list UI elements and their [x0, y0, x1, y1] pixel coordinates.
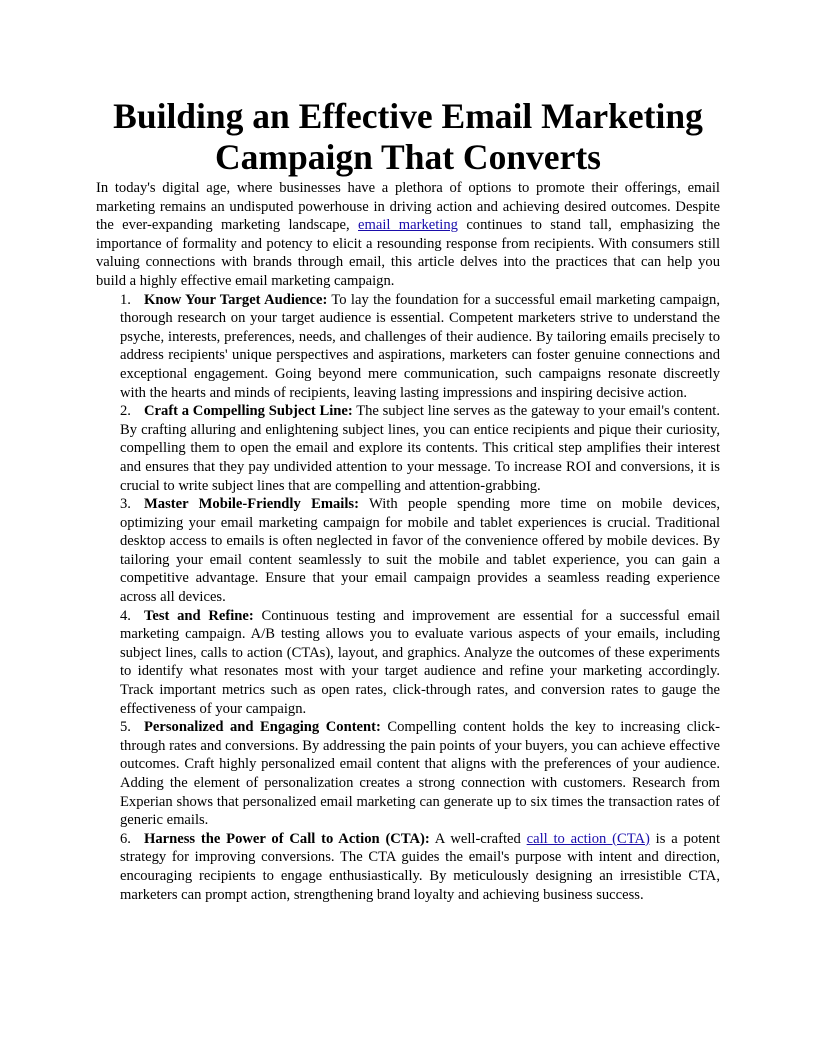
list-number: 2. [120, 403, 131, 420]
list-number: 3. [120, 496, 131, 513]
list-item-subject-line [120, 402, 720, 495]
list-heading: Harness the Power of Call to Action (CTA): [144, 830, 430, 847]
call-to-action-link[interactable]: call to action (CTA) [526, 830, 650, 847]
practices-list [96, 291, 720, 905]
list-item-mobile-friendly [120, 495, 720, 607]
list-text: The subject line serves as the gateway to your email's content. By crafting alluring and enlightening subject lines, you can entice recipients and pique their curiosity, compelling them to open the email and explore its contents. This critical step amplifies their interest and ensures that they pay undivided attention to your message. To increase ROI and conversions, it is crucial to write subject lines that are compelling and attention-grabbing. [120, 403, 720, 494]
intro-paragraph [96, 179, 720, 291]
list-number: 1. [120, 291, 131, 308]
document-page [96, 96, 720, 904]
list-heading: Personalized and Engaging Content: [144, 719, 381, 736]
page-title: Building an Effective Email Marketing Campaign That Converts [113, 96, 703, 177]
list-text: Continuous testing and improvement are essential for a successful email marketing campaign. A/B testing allows you to evaluate various aspects of your emails, including subject lines, calls to action (CTAs), layout, and graphics. Analyze the outcomes of these experiments to identify what resonates most with your target audience and refine your marketing accordingly. Track important metrics such as open rates, click-through rates, and conversion rates to gauge the effectiveness of your campaign. [120, 607, 720, 717]
list-heading: Master Mobile-Friendly Emails: [144, 496, 359, 513]
list-item-call-to-action [120, 830, 720, 904]
list-number: 6. [120, 830, 131, 847]
list-heading: Know Your Target Audience: [144, 291, 328, 308]
list-number: 5. [120, 719, 131, 736]
list-text-before-link: A well-crafted [429, 830, 527, 847]
list-item-target-audience [120, 291, 720, 403]
list-heading: Test and Refine: [144, 607, 254, 624]
list-item-personalized-content [120, 718, 720, 830]
intro-text-before-link: In today's digital age, where businesses have a plethora of options to promote their offerings, email marketing remains an undisputed powerhouse in driving action and achieving desired outcomes. Despite the ever-expanding marketing landscape, [96, 180, 720, 234]
email-marketing-link[interactable]: email marketing [358, 217, 458, 234]
list-text: With people spending more time on mobile devices, optimizing your email marketing campaign for mobile and tablet experiences is crucial. Traditional desktop access to emails is often neglected in favor of the convenience offered by mobile devices. By tailoring your email content seamlessly to suit the mobile and tablet experience, you can gain a competitive advantage. Ensure that your email campaign provides a seamless reading experience across all devices. [120, 496, 721, 606]
intro-text-after-link: continues to stand tall, emphasizing the importance of formality and potency to elicit a resounding response from recipients. With consumers still valuing connections with brands through email, this article delves into the practices that can help you build a highly effective email marketing campaign. [96, 217, 721, 289]
list-text: is a potent strategy for improving conversions. The CTA guides the email's purpose with intent and direction, encouraging recipients to engage enthusiastically. By meticulously designing an irresistible CTA, marketers can prompt action, strengthening brand loyalty and achieving business success. [120, 830, 720, 903]
list-item-test-refine [120, 607, 720, 719]
list-heading: Craft a Compelling Subject Line: [144, 403, 353, 420]
list-text: To lay the foundation for a successful email marketing campaign, thorough research on your target audience is essential. Competent marketers strive to understand the psyche, interests, preferences, needs, and challenges of their audience. By tailoring emails precisely to address recipients' unique perspectives and aspirations, marketers can foster genuine connections and exceptional engagement. Going beyond mere communication, such campaigns resonate discreetly with the hearts and minds of recipients, leaving lasting impressions and inspiring decisive action. [120, 291, 720, 401]
list-number: 4. [120, 607, 131, 624]
list-text: Compelling content holds the key to increasing click-through rates and conversions. By addressing the pain points of your buyers, you can achieve effective outcomes. Craft highly personalized email content that aligns with the preferences of your audience. Adding the element of personalization creates a strong connection with customers. Research from Experian shows that personalized email marketing can generate up to six times the transaction rates of generic emails. [120, 719, 720, 829]
